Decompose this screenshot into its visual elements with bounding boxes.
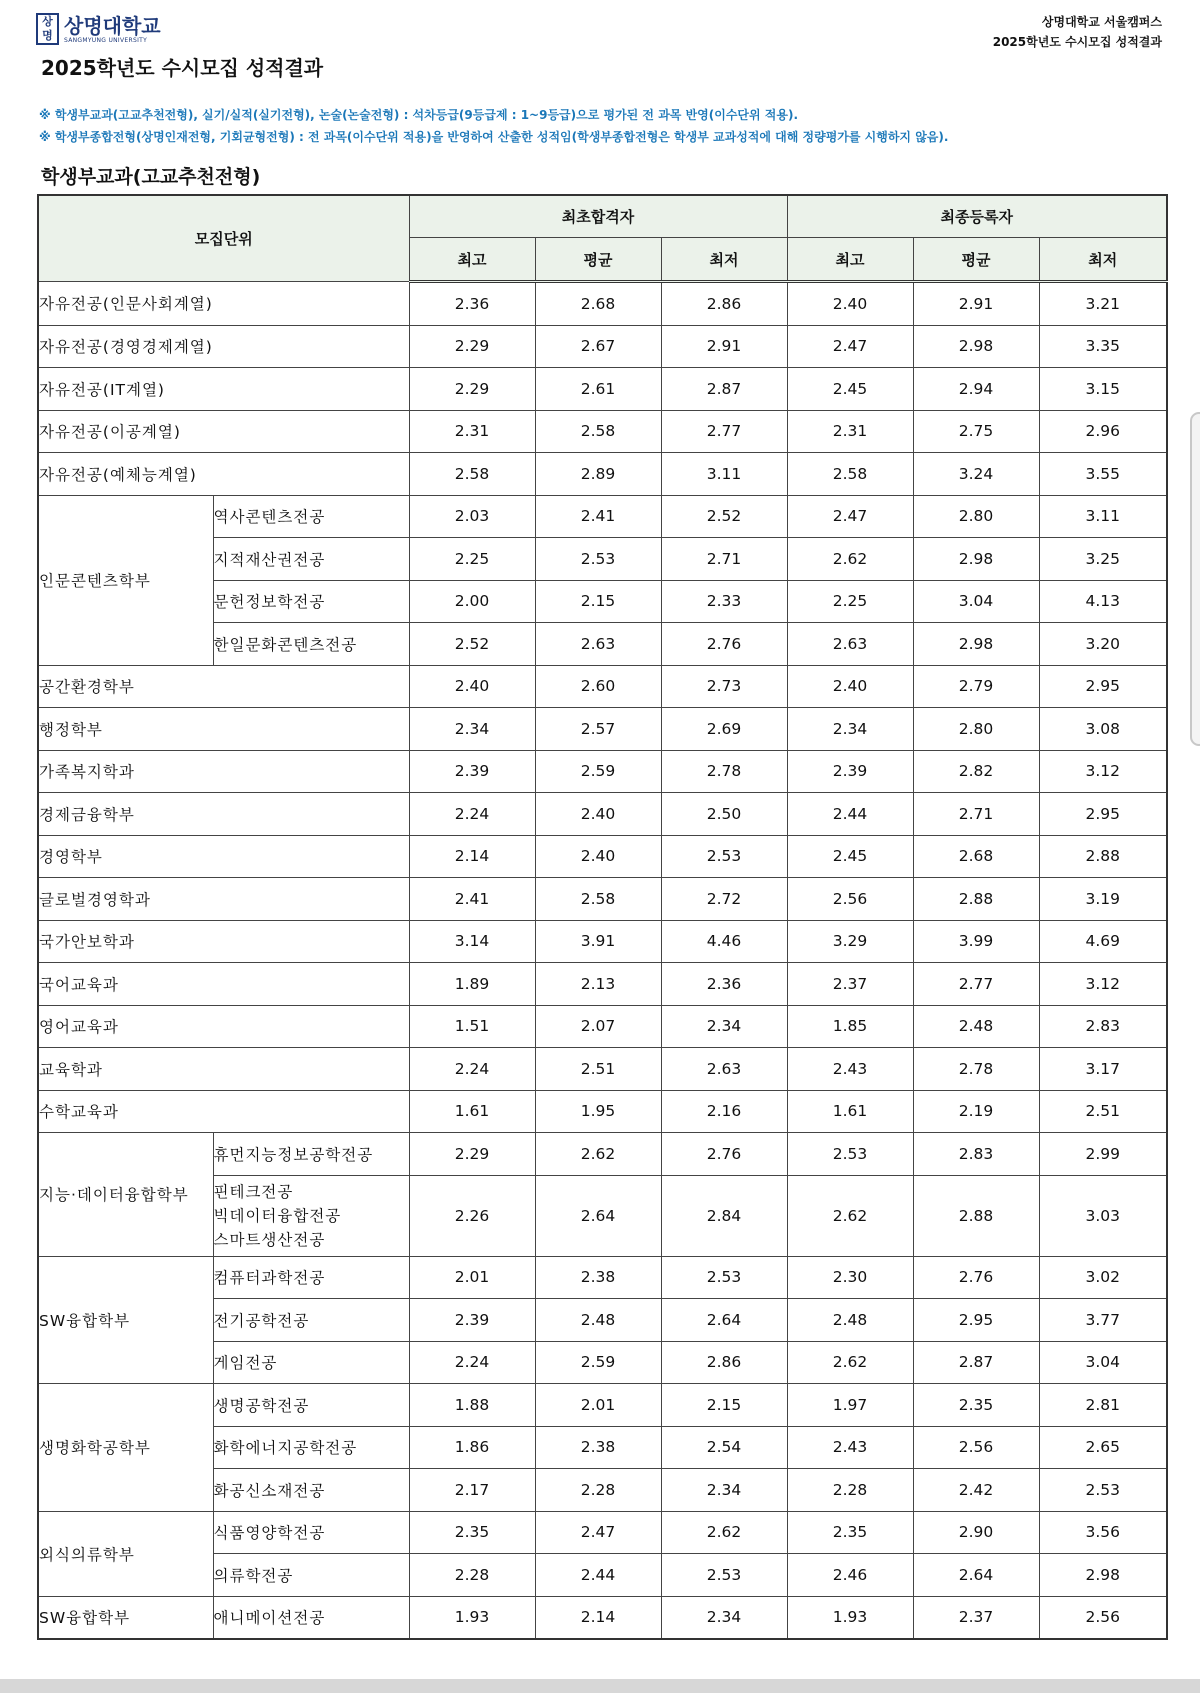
value-cell: 1.89	[409, 963, 535, 1006]
value-cell: 2.24	[409, 1341, 535, 1384]
table-row	[38, 1005, 1167, 1048]
unit-cell: SW융합학부	[38, 1256, 213, 1384]
major-cell: 지적재산권전공	[213, 538, 409, 581]
value-cell: 2.58	[535, 410, 661, 453]
table-row	[38, 410, 1167, 453]
table-row	[38, 1048, 1167, 1091]
value-cell: 2.69	[661, 708, 787, 751]
value-cell: 2.41	[535, 495, 661, 538]
unit-cell: 지능·데이터융합학부	[38, 1133, 213, 1257]
major-cell: 생명공학전공	[213, 1384, 409, 1427]
value-cell: 2.25	[409, 538, 535, 581]
value-cell: 2.86	[661, 282, 787, 326]
value-cell: 2.87	[913, 1341, 1039, 1384]
value-cell: 2.46	[787, 1554, 913, 1597]
value-cell: 2.47	[535, 1511, 661, 1554]
value-cell: 2.01	[535, 1384, 661, 1427]
value-cell: 3.04	[1039, 1341, 1167, 1384]
value-cell: 2.48	[535, 1299, 661, 1342]
value-cell: 2.40	[787, 665, 913, 708]
value-cell: 2.34	[787, 708, 913, 751]
value-cell: 2.95	[913, 1299, 1039, 1342]
value-cell: 2.44	[535, 1554, 661, 1597]
table-row	[38, 1090, 1167, 1133]
value-cell: 3.12	[1039, 963, 1167, 1006]
unit-cell: 외식의류학부	[38, 1511, 213, 1596]
value-cell: 2.57	[535, 708, 661, 751]
value-cell: 2.96	[1039, 410, 1167, 453]
value-cell: 2.51	[535, 1048, 661, 1091]
value-cell: 2.50	[661, 793, 787, 836]
value-cell: 2.53	[661, 1554, 787, 1597]
value-cell: 2.80	[913, 708, 1039, 751]
major-cell: 전기공학전공	[213, 1299, 409, 1342]
major-line: 빅데이터융합전공	[213, 1206, 342, 1225]
header-unit: 모집단위	[38, 195, 409, 282]
value-cell: 2.31	[409, 410, 535, 453]
value-cell: 2.24	[409, 793, 535, 836]
value-cell: 3.25	[1039, 538, 1167, 581]
value-cell: 2.91	[661, 325, 787, 368]
value-cell: 1.85	[787, 1005, 913, 1048]
header-col: 최고	[409, 238, 535, 282]
value-cell: 3.08	[1039, 708, 1167, 751]
value-cell: 2.28	[787, 1469, 913, 1512]
value-cell: 2.64	[661, 1299, 787, 1342]
table-row	[38, 1133, 1167, 1176]
value-cell: 2.58	[787, 453, 913, 496]
results-body	[38, 282, 1167, 1640]
logo-english-name: SANGMYUNG UNIVERSITY	[64, 36, 148, 44]
value-cell: 2.65	[1039, 1426, 1167, 1469]
major-line: 스마트생산전공	[213, 1230, 326, 1249]
major-cell: 식품영양학전공	[213, 1511, 409, 1554]
university-logo	[36, 13, 161, 45]
value-cell: 3.77	[1039, 1299, 1167, 1342]
value-cell: 2.58	[535, 878, 661, 921]
value-cell: 2.98	[1039, 1554, 1167, 1597]
value-cell: 2.53	[787, 1133, 913, 1176]
value-cell: 2.00	[409, 580, 535, 623]
note-line: ※ 학생부종합전형(상명인재전형, 기회균형전형) : 전 과목(이수단위 적용)을 반영하여 산출한 성적임(학생부종합전형은 학생부 교과성적에 대해 정량평가를 시행하지 않음).	[39, 130, 949, 144]
value-cell: 2.13	[535, 963, 661, 1006]
value-cell: 2.56	[1039, 1596, 1167, 1639]
value-cell: 2.62	[661, 1511, 787, 1554]
value-cell: 2.47	[787, 325, 913, 368]
value-cell: 2.79	[913, 665, 1039, 708]
value-cell: 2.47	[787, 495, 913, 538]
value-cell: 2.53	[1039, 1469, 1167, 1512]
value-cell: 2.38	[535, 1256, 661, 1299]
value-cell: 2.99	[1039, 1133, 1167, 1176]
value-cell: 1.93	[409, 1596, 535, 1639]
table-row	[38, 1511, 1167, 1554]
value-cell: 2.17	[409, 1469, 535, 1512]
value-cell: 3.56	[1039, 1511, 1167, 1554]
value-cell: 2.30	[787, 1256, 913, 1299]
value-cell: 2.98	[913, 538, 1039, 581]
value-cell: 2.39	[409, 750, 535, 793]
table-row	[38, 1256, 1167, 1299]
value-cell: 3.99	[913, 920, 1039, 963]
value-cell: 1.93	[787, 1596, 913, 1639]
value-cell: 3.11	[661, 453, 787, 496]
value-cell: 3.20	[1039, 623, 1167, 666]
value-cell: 2.76	[661, 623, 787, 666]
value-cell: 2.64	[535, 1175, 661, 1256]
value-cell: 2.75	[913, 410, 1039, 453]
value-cell: 2.14	[409, 835, 535, 878]
value-cell: 2.28	[535, 1469, 661, 1512]
section-title: 학생부교과(고교추천전형)	[41, 166, 261, 188]
value-cell: 2.83	[1039, 1005, 1167, 1048]
value-cell: 2.48	[787, 1299, 913, 1342]
value-cell: 3.55	[1039, 453, 1167, 496]
table-row	[38, 368, 1167, 411]
value-cell: 2.53	[661, 835, 787, 878]
value-cell: 4.69	[1039, 920, 1167, 963]
table-row	[38, 325, 1167, 368]
value-cell: 2.15	[661, 1384, 787, 1427]
value-cell: 2.33	[661, 580, 787, 623]
value-cell: 2.37	[913, 1596, 1039, 1639]
value-cell: 2.78	[661, 750, 787, 793]
unit-cell: 수학교육과	[38, 1090, 409, 1133]
doc-label: 2025학년도 수시모집 성적결과	[992, 35, 1162, 49]
unit-cell: 글로벌경영학과	[38, 878, 409, 921]
logo-korean-name: 상명대학교	[64, 13, 161, 38]
value-cell: 2.95	[1039, 793, 1167, 836]
value-cell: 2.43	[787, 1426, 913, 1469]
value-cell: 3.04	[913, 580, 1039, 623]
value-cell: 2.28	[409, 1554, 535, 1597]
unit-cell: 영어교육과	[38, 1005, 409, 1048]
value-cell: 2.67	[535, 325, 661, 368]
value-cell: 2.41	[409, 878, 535, 921]
header-col: 평균	[535, 238, 661, 282]
table-row	[38, 282, 1167, 326]
logo-emblem-icon: 상명	[36, 13, 59, 45]
value-cell: 3.14	[409, 920, 535, 963]
value-cell: 2.86	[661, 1341, 787, 1384]
header-col: 최저	[661, 238, 787, 282]
value-cell: 2.77	[661, 410, 787, 453]
unit-cell: 자유전공(인문사회계열)	[38, 282, 409, 326]
value-cell: 2.71	[661, 538, 787, 581]
unit-cell: 경제금융학부	[38, 793, 409, 836]
unit-cell: 가족복지학과	[38, 750, 409, 793]
major-cell: 휴먼지능정보공학전공	[213, 1133, 409, 1176]
value-cell: 2.76	[661, 1133, 787, 1176]
value-cell: 2.40	[535, 793, 661, 836]
value-cell: 3.02	[1039, 1256, 1167, 1299]
major-cell: 한일문화콘텐츠전공	[213, 623, 409, 666]
value-cell: 2.94	[913, 368, 1039, 411]
value-cell: 2.98	[913, 623, 1039, 666]
value-cell: 2.01	[409, 1256, 535, 1299]
major-cell: 의류학전공	[213, 1554, 409, 1597]
header-col: 최고	[787, 238, 913, 282]
value-cell: 2.37	[787, 963, 913, 1006]
value-cell: 2.29	[409, 1133, 535, 1176]
major-cell: 화공신소재전공	[213, 1469, 409, 1512]
table-row	[38, 665, 1167, 708]
value-cell: 2.88	[913, 878, 1039, 921]
value-cell: 2.39	[409, 1299, 535, 1342]
header-final-registrants: 최종등록자	[787, 195, 1167, 238]
value-cell: 2.03	[409, 495, 535, 538]
value-cell: 2.73	[661, 665, 787, 708]
value-cell: 2.77	[913, 963, 1039, 1006]
value-cell: 2.91	[913, 282, 1039, 326]
value-cell: 2.88	[1039, 835, 1167, 878]
value-cell: 2.29	[409, 368, 535, 411]
value-cell: 1.88	[409, 1384, 535, 1427]
table-row	[38, 1596, 1167, 1639]
value-cell: 2.26	[409, 1175, 535, 1256]
unit-cell: 생명화학공학부	[38, 1384, 213, 1512]
unit-cell: 교육학과	[38, 1048, 409, 1091]
unit-cell: 자유전공(예체능계열)	[38, 453, 409, 496]
value-cell: 2.83	[913, 1133, 1039, 1176]
major-cell: 애니메이션전공	[213, 1596, 409, 1639]
unit-cell: 인문콘텐츠학부	[38, 495, 213, 665]
value-cell: 2.44	[787, 793, 913, 836]
value-cell: 2.53	[661, 1256, 787, 1299]
value-cell: 1.61	[409, 1090, 535, 1133]
value-cell: 2.95	[1039, 665, 1167, 708]
unit-cell: 행정학부	[38, 708, 409, 751]
value-cell: 2.15	[535, 580, 661, 623]
major-cell: 역사콘텐츠전공	[213, 495, 409, 538]
value-cell: 3.17	[1039, 1048, 1167, 1091]
value-cell: 2.98	[913, 325, 1039, 368]
value-cell: 2.89	[535, 453, 661, 496]
table-row	[38, 750, 1167, 793]
value-cell: 2.63	[661, 1048, 787, 1091]
value-cell: 2.88	[913, 1175, 1039, 1256]
value-cell: 4.13	[1039, 580, 1167, 623]
value-cell: 2.45	[787, 835, 913, 878]
value-cell: 2.62	[535, 1133, 661, 1176]
major-cell	[213, 1175, 409, 1256]
notes	[39, 104, 1169, 148]
value-cell: 2.07	[535, 1005, 661, 1048]
value-cell: 2.68	[913, 835, 1039, 878]
value-cell: 2.76	[913, 1256, 1039, 1299]
value-cell: 2.38	[535, 1426, 661, 1469]
note-line: ※ 학생부교과(고교추천전형), 실기/실적(실기전형), 논술(논술전형) : 석차등급(9등급제 : 1~9등급)으로 평가된 전 과목 반영(이수단위 적용).	[39, 108, 799, 122]
value-cell: 2.54	[661, 1426, 787, 1469]
value-cell: 3.15	[1039, 368, 1167, 411]
bottom-edge	[0, 1679, 1200, 1693]
value-cell: 2.34	[661, 1005, 787, 1048]
unit-cell: 공간환경학부	[38, 665, 409, 708]
value-cell: 2.42	[913, 1469, 1039, 1512]
major-cell: 컴퓨터과학전공	[213, 1256, 409, 1299]
table-row	[38, 878, 1167, 921]
header-col: 평균	[913, 238, 1039, 282]
value-cell: 2.72	[661, 878, 787, 921]
value-cell: 1.97	[787, 1384, 913, 1427]
value-cell: 2.53	[535, 538, 661, 581]
page-title: 2025학년도 수시모집 성적결과	[41, 56, 324, 80]
results-table	[37, 194, 1168, 1640]
value-cell: 2.34	[409, 708, 535, 751]
value-cell: 2.87	[661, 368, 787, 411]
value-cell: 2.43	[787, 1048, 913, 1091]
value-cell: 2.51	[1039, 1090, 1167, 1133]
value-cell: 2.52	[661, 495, 787, 538]
value-cell: 2.71	[913, 793, 1039, 836]
value-cell: 1.61	[787, 1090, 913, 1133]
value-cell: 3.29	[787, 920, 913, 963]
unit-cell: 경영학부	[38, 835, 409, 878]
value-cell: 1.51	[409, 1005, 535, 1048]
value-cell: 3.35	[1039, 325, 1167, 368]
value-cell: 2.62	[787, 1175, 913, 1256]
value-cell: 4.46	[661, 920, 787, 963]
table-row	[38, 793, 1167, 836]
value-cell: 2.24	[409, 1048, 535, 1091]
value-cell: 1.95	[535, 1090, 661, 1133]
unit-cell: 국어교육과	[38, 963, 409, 1006]
value-cell: 2.40	[535, 835, 661, 878]
scrollbar-handle[interactable]	[1190, 412, 1200, 746]
unit-cell: 국가안보학과	[38, 920, 409, 963]
value-cell: 2.35	[787, 1511, 913, 1554]
table-row	[38, 920, 1167, 963]
value-cell: 3.21	[1039, 282, 1167, 326]
value-cell: 2.61	[535, 368, 661, 411]
value-cell: 2.35	[409, 1511, 535, 1554]
table-row	[38, 453, 1167, 496]
value-cell: 2.63	[787, 623, 913, 666]
value-cell: 2.80	[913, 495, 1039, 538]
major-cell: 화학에너지공학전공	[213, 1426, 409, 1469]
value-cell: 2.36	[409, 282, 535, 326]
value-cell: 3.03	[1039, 1175, 1167, 1256]
value-cell: 2.81	[1039, 1384, 1167, 1427]
value-cell: 1.86	[409, 1426, 535, 1469]
value-cell: 2.84	[661, 1175, 787, 1256]
value-cell: 2.68	[535, 282, 661, 326]
major-cell: 게임전공	[213, 1341, 409, 1384]
value-cell: 2.59	[535, 750, 661, 793]
value-cell: 2.29	[409, 325, 535, 368]
value-cell: 3.11	[1039, 495, 1167, 538]
value-cell: 2.56	[787, 878, 913, 921]
table-row	[38, 708, 1167, 751]
value-cell: 2.16	[661, 1090, 787, 1133]
value-cell: 2.82	[913, 750, 1039, 793]
value-cell: 2.58	[409, 453, 535, 496]
value-cell: 2.19	[913, 1090, 1039, 1133]
unit-cell: 자유전공(경영경제계열)	[38, 325, 409, 368]
value-cell: 2.40	[787, 282, 913, 326]
value-cell: 2.56	[913, 1426, 1039, 1469]
value-cell: 2.31	[787, 410, 913, 453]
value-cell: 2.90	[913, 1511, 1039, 1554]
value-cell: 2.40	[409, 665, 535, 708]
major-line: 핀테크전공	[213, 1182, 294, 1201]
value-cell: 2.63	[535, 623, 661, 666]
value-cell: 2.78	[913, 1048, 1039, 1091]
unit-cell: SW융합학부	[38, 1596, 213, 1639]
table-row	[38, 495, 1167, 538]
header-col: 최저	[1039, 238, 1167, 282]
header-right	[993, 12, 1162, 52]
unit-cell: 자유전공(IT계열)	[38, 368, 409, 411]
value-cell: 2.60	[535, 665, 661, 708]
major-cell: 문헌정보학전공	[213, 580, 409, 623]
value-cell: 2.34	[661, 1469, 787, 1512]
unit-cell: 자유전공(이공계열)	[38, 410, 409, 453]
value-cell: 2.62	[787, 1341, 913, 1384]
value-cell: 3.19	[1039, 878, 1167, 921]
value-cell: 2.35	[913, 1384, 1039, 1427]
value-cell: 2.34	[661, 1596, 787, 1639]
table-row	[38, 835, 1167, 878]
value-cell: 3.24	[913, 453, 1039, 496]
value-cell: 2.48	[913, 1005, 1039, 1048]
value-cell: 2.52	[409, 623, 535, 666]
table-row	[38, 1384, 1167, 1427]
value-cell: 3.12	[1039, 750, 1167, 793]
value-cell: 2.64	[913, 1554, 1039, 1597]
table-row	[38, 963, 1167, 1006]
value-cell: 2.14	[535, 1596, 661, 1639]
value-cell: 2.45	[787, 368, 913, 411]
value-cell: 2.59	[535, 1341, 661, 1384]
value-cell: 2.36	[661, 963, 787, 1006]
campus-label: 상명대학교 서울캠퍼스	[1041, 15, 1162, 29]
value-cell: 2.39	[787, 750, 913, 793]
value-cell: 2.25	[787, 580, 913, 623]
header-initial-admits: 최초합격자	[409, 195, 787, 238]
value-cell: 2.62	[787, 538, 913, 581]
value-cell: 3.91	[535, 920, 661, 963]
